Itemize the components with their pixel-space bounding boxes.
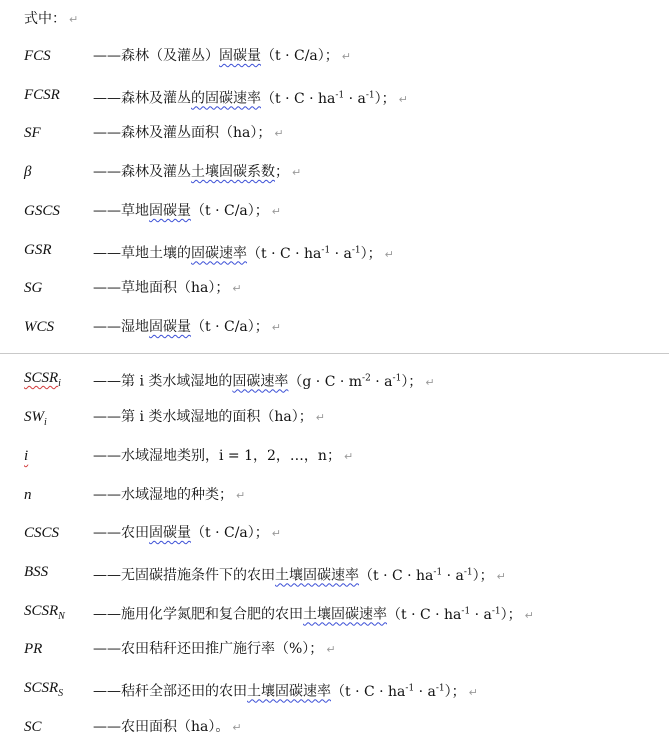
- definition-text: ——草地固碳量（t · C/a）； ↵: [93, 203, 281, 219]
- paragraph-mark-icon: ↵: [326, 643, 336, 656]
- definition-text: ——施用化学氮肥和复合肥的农田土壤固碳速率$(t \cdot C \cdot ha^{-1} \cdot a^{-1})$； ↵: [93, 606, 534, 623]
- definition-text: ——森林及灌丛的固碳速率$(t \cdot C \cdot ha^{-1} \cdot a^{-1})$； ↵: [93, 90, 408, 107]
- paragraph-mark-icon: ↵: [274, 127, 284, 140]
- definition-text: ——第 i 类水域湿地的面积（ha）； ↵: [93, 409, 325, 425]
- paragraph-mark-icon: ↵: [341, 50, 351, 63]
- intro-text: 式中：: [24, 11, 66, 27]
- symbol: GSR: [24, 242, 52, 258]
- symbol: SF: [24, 125, 41, 141]
- paragraph-mark-icon: ↵: [315, 411, 325, 424]
- symbol: $SCSR_i$: [24, 370, 61, 389]
- paragraph-mark-icon: ↵: [398, 92, 408, 106]
- paragraph-mark-icon: ↵: [236, 489, 246, 502]
- paragraph-mark-icon: ↵: [69, 13, 79, 26]
- definition-text: ——水域湿地类别，i = 1，2，…，n； ↵: [93, 448, 354, 464]
- symbol: PR: [24, 641, 43, 657]
- paragraph-mark-icon: ↵: [384, 247, 394, 261]
- symbol: CSCS: [24, 525, 60, 541]
- definition-text: ——农田固碳量（t · C/a）； ↵: [93, 525, 281, 541]
- symbol: n: [24, 487, 32, 503]
- paragraph-mark-icon: ↵: [232, 721, 242, 734]
- definition-text: ——水域湿地的种类； ↵: [93, 487, 246, 503]
- definition-text: ——草地土壤的固碳速率$(t \cdot C \cdot ha^{-1} \cdot a^{-1})$； ↵: [93, 245, 394, 262]
- symbol: BSS: [24, 564, 49, 580]
- symbol: FCS: [24, 48, 51, 64]
- paragraph-mark-icon: ↵: [524, 608, 534, 622]
- definition-text: ——农田秸秆还田推广施行率（%）； ↵: [93, 641, 336, 657]
- definition-text: ——森林及灌丛土壤固碳系数； ↵: [93, 164, 302, 180]
- symbol: β: [24, 164, 32, 180]
- paragraph-mark-icon: ↵: [425, 375, 435, 389]
- paragraph-mark-icon: ↵: [271, 527, 281, 540]
- paragraph-mark-icon: ↵: [496, 569, 506, 583]
- definition-text: ——森林及灌丛面积（ha）； ↵: [93, 125, 284, 141]
- definition-text: ——湿地固碳量（t · C/a）； ↵: [93, 319, 281, 335]
- definition-text: ——无固碳措施条件下的农田土壤固碳速率$(t \cdot C \cdot ha^{-1} \cdot a^{-1})$； ↵: [93, 567, 506, 584]
- symbol: i: [24, 448, 29, 464]
- page-break-divider: [0, 353, 669, 354]
- paragraph-mark-icon: ↵: [292, 166, 302, 179]
- symbol: FCSR: [24, 87, 60, 103]
- definition-text: ——第 i 类水域湿地的固碳速率$(g \cdot C \cdot m^{-2} \cdot a^{-1})$； ↵: [93, 373, 435, 390]
- definition-text: ——森林（及灌丛）固碳量（t · C/a）； ↵: [93, 48, 351, 64]
- formula-intro: [24, 8, 78, 28]
- definition-text: ——农田面积（ha）。 ↵: [93, 719, 242, 735]
- symbol: SG: [24, 280, 43, 296]
- symbol: $SCSR_S$: [24, 680, 64, 699]
- paragraph-mark-icon: ↵: [271, 205, 281, 218]
- definition-text: ——草地面积（ha）； ↵: [93, 280, 242, 296]
- paragraph-mark-icon: ↵: [468, 685, 478, 699]
- symbol: WCS: [24, 319, 54, 335]
- definition-text: ——秸秆全部还田的农田土壤固碳速率$(t \cdot C \cdot ha^{-1} \cdot a^{-1})$； ↵: [93, 683, 478, 700]
- symbol: SC: [24, 719, 42, 735]
- symbol: GSCS: [24, 203, 60, 219]
- symbol: $SCSR_N$: [24, 603, 65, 622]
- paragraph-mark-icon: ↵: [232, 282, 242, 295]
- paragraph-mark-icon: ↵: [271, 321, 281, 334]
- paragraph-mark-icon: ↵: [343, 450, 354, 463]
- symbol: $SW_i$: [24, 409, 47, 428]
